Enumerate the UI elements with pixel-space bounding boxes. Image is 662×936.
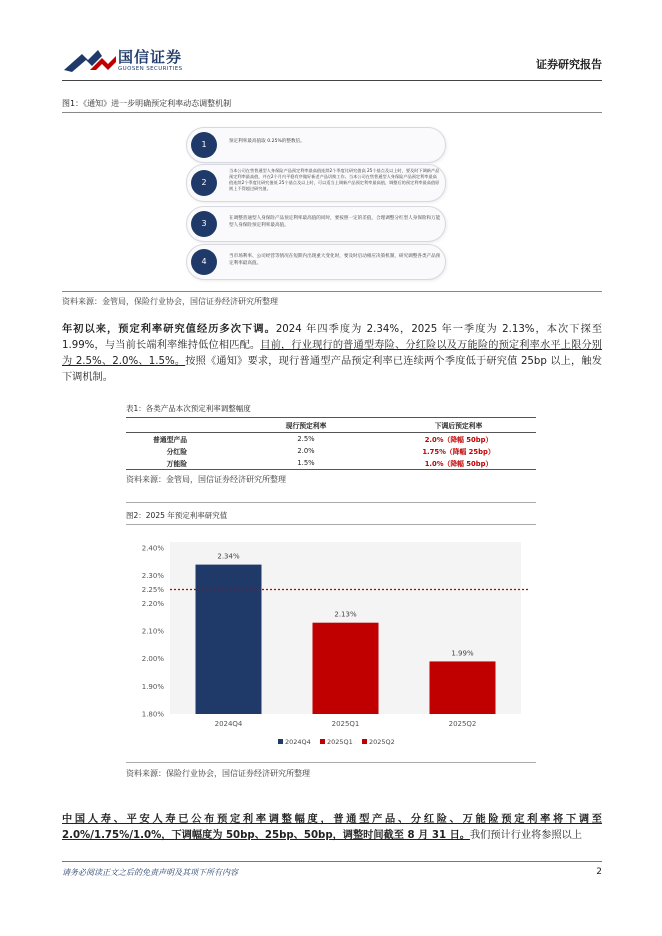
y-tick-label: 2.40% [141, 544, 164, 553]
y-tick-label: 2.00% [141, 655, 164, 664]
bar-value-label: 1.99% [451, 649, 474, 658]
step-description: 预定利率最高值取 0.25%的整数倍。 [229, 139, 305, 144]
paragraph-bold-underlined-text: 中国人寿、平安人寿已公布预定利率调整幅度，普通型产品、分红险、万能险预定利率将下调至 2.0%/1.75%/1.0%，下调幅度为 50bp、25bp、50bp，调整时间截至 8 月 31 日。 [62, 814, 602, 841]
table1-source: 资料来源：金管局，国信证券经济研究所整理 [126, 475, 286, 484]
table-header-cell: 现行预定利率 [231, 418, 381, 433]
mechanism-step-3 [186, 206, 446, 242]
current-rate-cell: 2.0% [297, 447, 315, 455]
paragraph-underlined-text: 目前，行业现行的普通型寿险、分红险以及万能险的预定利率水平上限分别为 2.5%、2.0%、1.5%。 [62, 340, 602, 367]
figure1-top-rule [62, 112, 602, 113]
guosen-logo-icon [62, 44, 118, 76]
step-description: 当本公司在售普通型人身保险产品预定利率最高值连续2个季度比研究值高 25个基点及以上时，要及时下调新产品预定利率最高值，并在2个月内平稳有序做好新老产品切换工作。当本公司在售普通型人身保险产品预定利率最高值连续2个季度比研究值低 25个基点及以上时，可以适当上调新产品预定利率最高值，调整后的预定利率最高值原则上不得超过研究值。 [229, 168, 440, 191]
new-rate-cell: 1.0%（降幅 50bp） [381, 457, 536, 470]
table-header-cell: 下调后预定利率 [381, 418, 536, 433]
figure1-caption: 图1：《通知》进一步明确预定利率动态调整机制 [62, 99, 232, 108]
x-tick-label: 2024Q4 [214, 720, 243, 728]
legend-swatch [362, 739, 367, 744]
mechanism-step-2 [186, 164, 446, 202]
y-tick-label: 2.30% [141, 572, 164, 581]
legend-label: 2025Q2 [369, 738, 395, 746]
table-header-cell [126, 418, 231, 433]
bar-2025q1 [313, 623, 379, 714]
step-number-badge: 2 [191, 170, 217, 196]
step-number-badge: 4 [191, 249, 217, 275]
footer-divider [62, 861, 602, 862]
bar-value-label: 2.13% [334, 610, 357, 619]
paragraph-text: 我们预计行业将参照以上 [469, 830, 583, 841]
y-tick-label: 2.10% [141, 627, 164, 636]
paragraph-text: 按照《通知》要求，现行普通型产品预定利率已连续两个季度低于研究值 25bp 以上，触发下调机制。 [62, 356, 602, 383]
figure2-bottom-rule [126, 762, 536, 763]
product-type-cell: 分红险 [166, 448, 187, 456]
bar-2025q2 [430, 661, 496, 714]
figure1-source: 资料来源：金管局，保险行业协会，国信证券经济研究所整理 [62, 297, 278, 306]
header-divider [62, 80, 602, 81]
rate-research-value-chart [126, 534, 536, 756]
logo-chinese-name: 国信证券 [118, 48, 183, 66]
figure2-source: 资料来源：保险行业协会，国信证券经济研究所整理 [126, 769, 310, 778]
table-row [126, 445, 536, 457]
mechanism-step-4 [186, 244, 446, 280]
new-rate-cell: 1.75%（降幅 25bp） [422, 448, 495, 456]
new-rate-cell: 2.0%（降幅 50bp） [424, 436, 493, 444]
figure2-top-rule [126, 502, 536, 503]
mechanism-step-1 [186, 127, 446, 163]
y-tick-label: 1.90% [141, 682, 164, 691]
logo-english-name: GUOSEN SECURITIES [118, 66, 183, 72]
figure1-bottom-rule [62, 291, 602, 292]
x-tick-label: 2025Q2 [448, 720, 477, 728]
bar-2024q4 [196, 565, 262, 714]
page-number: 2 [596, 867, 602, 877]
disclaimer-note: 请务必阅读正文之后的免责声明及其项下所有内容 [62, 868, 238, 877]
step-number-badge: 1 [191, 132, 217, 158]
body-paragraph-2 [62, 812, 602, 844]
legend-swatch [278, 739, 283, 744]
current-rate-cell: 2.5% [297, 435, 315, 443]
report-type-label: 证券研究报告 [536, 58, 602, 71]
body-paragraph-1 [62, 322, 602, 386]
current-rate-cell: 1.5% [231, 457, 381, 470]
x-tick-label: 2025Q1 [331, 720, 360, 728]
figure2-caption-rule [126, 524, 536, 525]
table-row [126, 433, 536, 446]
product-type-cell: 普通型产品 [153, 436, 187, 444]
table1-caption: 表1：各类产品本次预定利率调整幅度 [126, 404, 251, 413]
step-description: 当市场利率、公司经营等情况在短期内出现重大变化时，要及时启动相应决策机制，研究调整各类产品预定利率最高值。 [229, 254, 441, 266]
rate-adjustment-table [126, 417, 536, 470]
paragraph-lead: 年初以来，预定利率研究值经历多次下调。 [62, 324, 276, 335]
y-tick-label: 1.80% [141, 710, 164, 719]
y-tick-label: 2.25% [141, 586, 164, 594]
legend-label: 2025Q1 [327, 738, 353, 746]
step-number-badge: 3 [191, 211, 217, 237]
figure2-caption: 图2：2025 年预定利率研究值 [126, 511, 228, 520]
table-row [126, 457, 536, 470]
step-description: 在调整普通型人身保险产品预定利率最高值的同时，要按照一定的差值，合理调整分红型人身保险和万能型人身保险预定利率最高值。 [229, 216, 441, 228]
product-type-cell: 万能险 [126, 457, 231, 470]
legend-swatch [320, 739, 325, 744]
bar-value-label: 2.34% [217, 552, 240, 561]
page-header [62, 42, 602, 80]
legend-label: 2024Q4 [285, 738, 311, 746]
table-header-row [126, 418, 536, 433]
y-tick-label: 2.20% [141, 599, 164, 608]
paragraph-text: 2024 年四季度为 2.34%，2025 年一季度为 2.13%，本次下探至 1.99%，与当前长端利率维持低位相匹配。 [62, 324, 603, 351]
